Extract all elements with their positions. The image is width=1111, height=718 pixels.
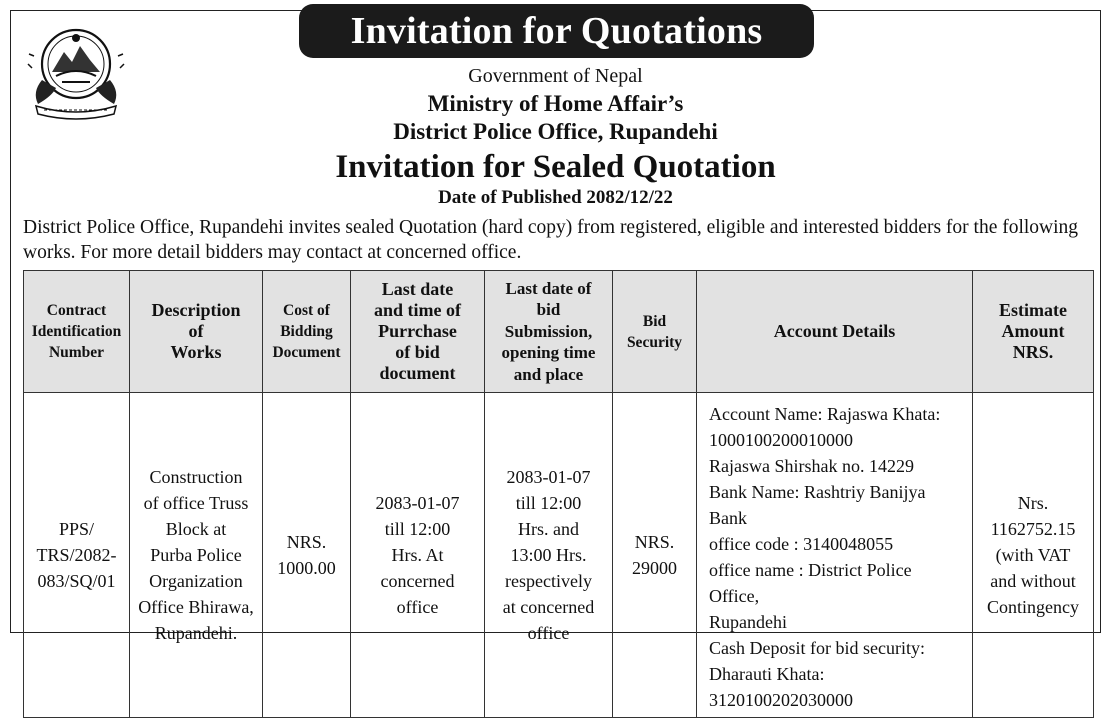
cell-description: Construction of office Truss Block at Purba Police Organization Office Bhirawa, Rupandehi.: [130, 393, 263, 718]
cell-account-details: Account Name: Rajaswa Khata: 1000100200010000 Rajaswa Shirshak no. 14229 Bank Name: Rashtriy Banijya Bank office code : 3140048055 office name : District Police Office, Rupandehi Cash Deposit for bid security: Dharauti Khata: 3120100202030000: [697, 393, 973, 718]
header-last-purchase: Last date and time of Purrchase of bid document: [351, 271, 485, 393]
cell-bid-security: NRS. 29000: [613, 393, 697, 718]
works-table: [23, 270, 1094, 718]
header-bid-security: Bid Security: [613, 271, 697, 393]
cell-estimate: Nrs. 1162752.15 (with VAT and without Contingency: [973, 393, 1094, 718]
header-description: Description of Works: [130, 271, 263, 393]
cell-last-purchase: 2083-01-07 till 12:00 Hrs. At concerned office: [351, 393, 485, 718]
notice-subtitle: Invitation for Sealed Quotation: [335, 149, 776, 185]
notice-header: [0, 64, 1111, 210]
cell-contract-id: PPS/ TRS/2082- 083/SQ/01: [24, 393, 130, 718]
table-row: [24, 393, 1094, 718]
government-line: Government of Nepal: [468, 65, 643, 87]
cell-cost: NRS. 1000.00: [263, 393, 351, 718]
header-contract-id: Contract Identification Number: [24, 271, 130, 393]
header-account-details: Account Details: [697, 271, 973, 393]
cell-last-submission: 2083-01-07 till 12:00 Hrs. and 13:00 Hrs. respectively at concerned office: [485, 393, 613, 718]
office-line: District Police Office, Rupandehi: [393, 119, 718, 144]
header-cost: Cost of Bidding Document: [263, 271, 351, 393]
ministry-line: Ministry of Home Affair’s: [427, 91, 684, 116]
date-published: Date of Published 2082/12/22: [438, 187, 673, 208]
banner-title: Invitation for Quotations: [299, 4, 814, 58]
header-last-submission: Last date of bid Submission, opening time and place: [485, 271, 613, 393]
table-header-row: [24, 271, 1094, 393]
header-estimate: Estimate Amount NRS.: [973, 271, 1094, 393]
intro-paragraph: District Police Office, Rupandehi invites sealed Quotation (hard copy) from registered, eligible and interested bidders for the following works. For more detail bidders may contact at concerned office.: [23, 217, 1079, 263]
